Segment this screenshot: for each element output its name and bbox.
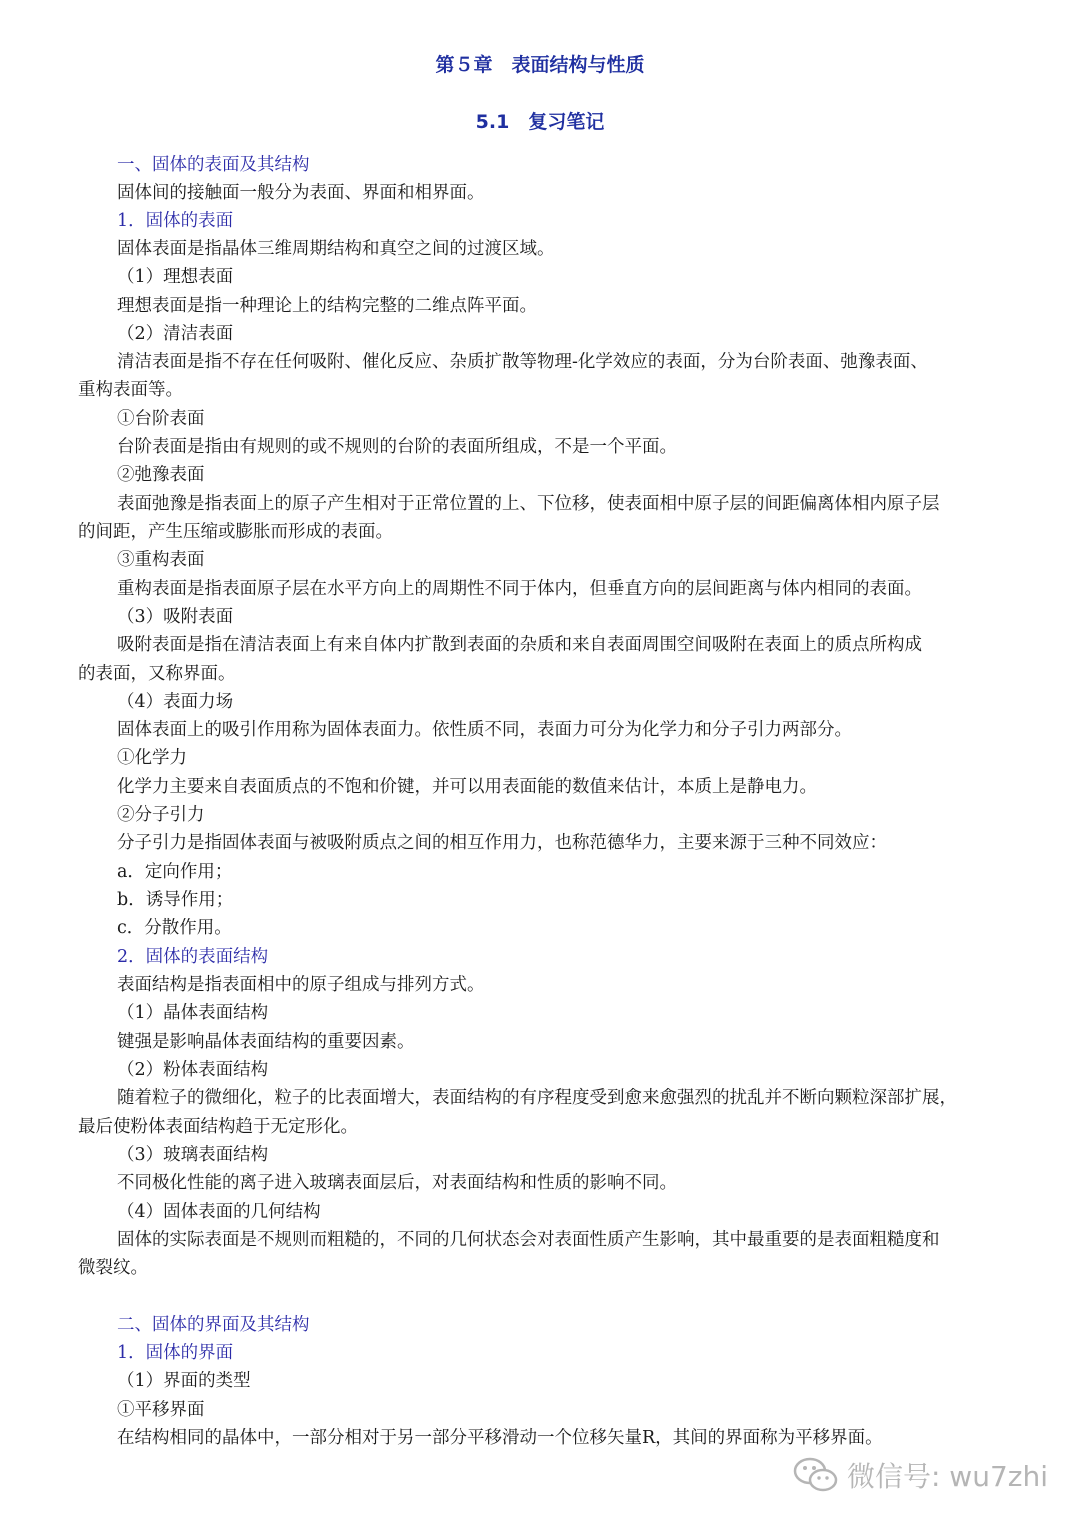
section-title: 5.1 复习笔记 [475,111,605,133]
text-line: 清洁表面是指不存在任何吸附、催化反应、杂质扩散等物理-化学效应的表面，分为台阶表面、弛豫表面、 [117,352,928,372]
text-line: ②弛豫表面 [117,465,205,485]
text-line: ②分子引力 [117,805,205,825]
text-line: 理想表面是指一种理论上的结构完整的二维点阵平面。 [117,296,537,316]
section-heading: 2．固体的表面结构 [117,947,269,967]
text-line: ①台阶表面 [117,409,205,429]
text-line: 的间距，产生压缩或膨胀而形成的表面。 [78,522,393,542]
text-line: 固体间的接触面一般分为表面、界面和相界面。 [117,183,485,203]
text-line: （1）理想表面 [117,267,234,287]
text-line: （2）清洁表面 [117,324,234,344]
text-line: （3）玻璃表面结构 [117,1145,269,1165]
section-heading: 1．固体的界面 [117,1343,234,1363]
chapter-title: 第５章 表面结构与性质 [435,54,645,76]
text-line: 表面结构是指表面相中的原子组成与排列方式。 [117,975,485,995]
watermark [793,1455,1048,1495]
text-line: 分子引力是指固体表面与被吸附质点之间的相互作用力，也称范德华力，主要来源于三种不同效应： [117,833,887,853]
text-line: 不同极化性能的离子进入玻璃表面层后，对表面结构和性质的影响不同。 [117,1173,677,1193]
text-line: 固体的实际表面是不规则而粗糙的，不同的几何状态会对表面性质产生影响，其中最重要的是表面粗糙度和 [117,1230,940,1250]
text-line: ③重构表面 [117,550,205,570]
text-line: 吸附表面是指在清洁表面上有来自体内扩散到表面的杂质和来自表面周围空间吸附在表面上的质点所构成 [117,635,922,655]
text-line: c．分散作用。 [117,918,232,938]
text-line: 在结构相同的晶体中，一部分相对于另一部分平移滑动一个位移矢量R，其间的界面称为平移界面。 [117,1428,883,1448]
text-line: 表面弛豫是指表面上的原子产生相对于正常位置的上、下位移，使表面相中原子层的间距偏离体相内原子层 [117,494,940,514]
watermark-text: 微信号: wu7zhi [846,1460,1048,1493]
text-line: 随着粒子的微细化，粒子的比表面增大，表面结构的有序程度受到愈来愈强烈的扰乱并不断向颗粒深部扩展， [117,1088,957,1108]
text-line: 固体表面是指晶体三维周期结构和真空之间的过渡区域。 [117,239,555,259]
text-line: （3）吸附表面 [117,607,234,627]
wechat-icon [793,1456,839,1494]
text-line: 固体表面上的吸引作用称为固体表面力。依性质不同，表面力可分为化学力和分子引力两部分。 [117,720,852,740]
text-line: 最后使粉体表面结构趋于无定形化。 [78,1117,358,1137]
text-line: （4）表面力场 [117,692,234,712]
section-heading: 一、固体的表面及其结构 [117,155,310,175]
text-line: a．定向作用； [117,862,233,882]
text-line: （1）界面的类型 [117,1371,251,1391]
text-line: ①平移界面 [117,1400,205,1420]
text-line: （4）固体表面的几何结构 [117,1202,321,1222]
text-line: 化学力主要来自表面质点的不饱和价键，并可以用表面能的数值来估计，本质上是静电力。 [117,777,817,797]
text-line: 的表面，又称界面。 [78,664,236,684]
text-line: ①化学力 [117,748,187,768]
section-heading: 二、固体的界面及其结构 [117,1315,310,1335]
text-line: 键强是影响晶体表面结构的重要因素。 [117,1032,415,1052]
text-line: 台阶表面是指由有规则的或不规则的台阶的表面所组成，不是一个平面。 [117,437,677,457]
text-line: （2）粉体表面结构 [117,1060,269,1080]
text-line: b．诱导作用； [117,890,234,910]
section-heading: 1．固体的表面 [117,211,234,231]
text-line: 重构表面等。 [78,380,183,400]
text-line: （1）晶体表面结构 [117,1003,269,1023]
text-line: 重构表面是指表面原子层在水平方向上的周期性不同于体内，但垂直方向的层间距离与体内相同的表面。 [117,579,922,599]
text-line: 微裂纹。 [78,1258,148,1278]
